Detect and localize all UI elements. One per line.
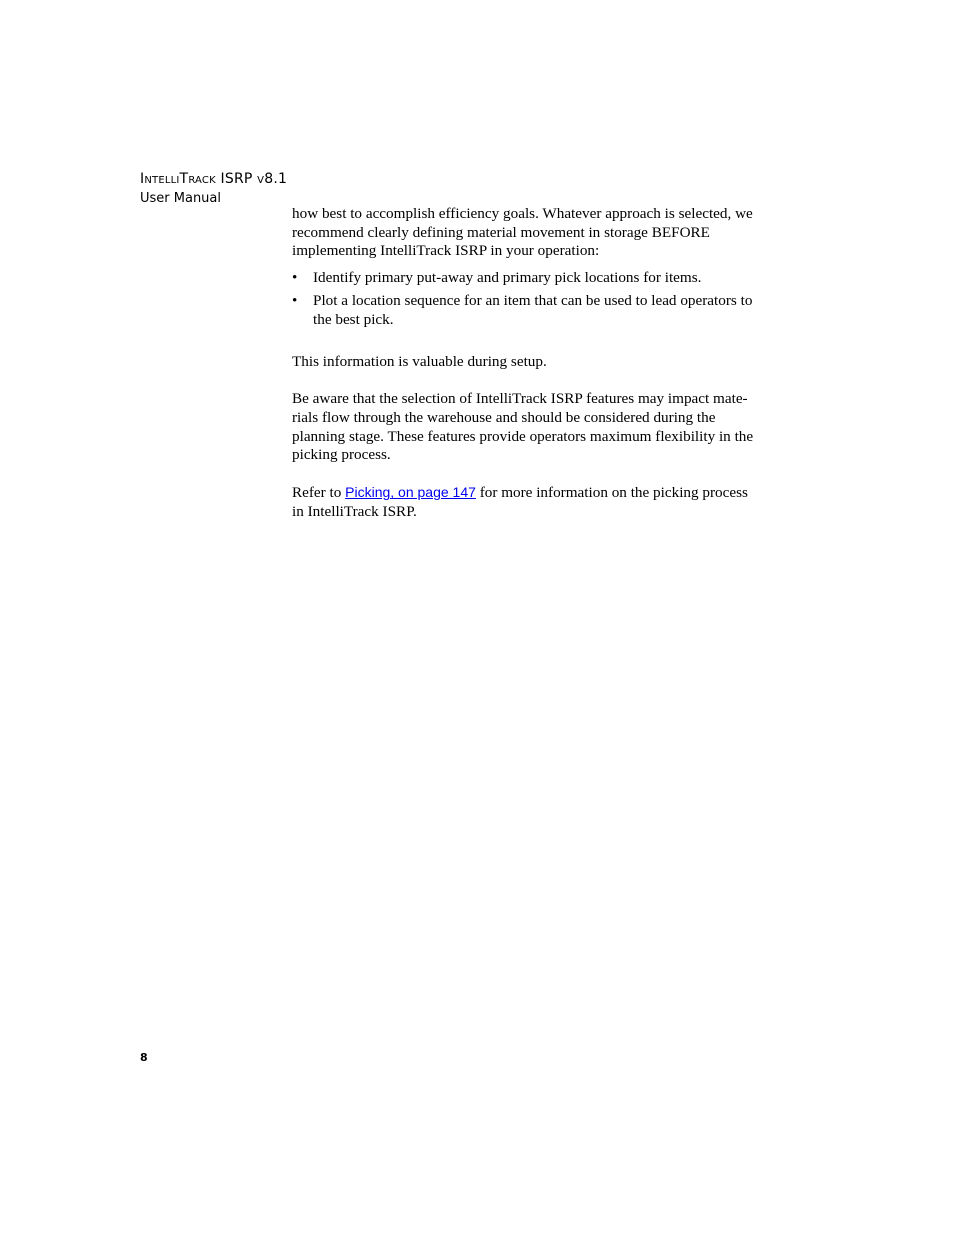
paragraph-refer-picking [292, 483, 762, 521]
paragraph-setup-info: This information is valuable during setup. [292, 353, 547, 371]
header-title-version-number: 8.1 [264, 171, 288, 187]
paragraph-efficiency-goals: how best to accomplish efficiency goals. Whatever approach is selected, we recommend clearly defining material movement in storage BEFORE implementing IntelliTrack ISRP in your operation: [292, 205, 753, 260]
list-item [292, 269, 762, 288]
header-product-title [140, 170, 287, 190]
picking-page-link[interactable]: Picking, on page 147 [345, 484, 476, 501]
header-subtitle: User Manual [140, 191, 222, 206]
refer-text-before: Refer to [292, 484, 346, 502]
bullet-list [292, 269, 762, 330]
refer-text-after: for more information on the picking process in IntelliTrack ISRP. [292, 484, 748, 520]
list-item [292, 292, 762, 329]
page-number: 8 [140, 1051, 148, 1064]
bullet-icon: • [292, 268, 298, 286]
list-item-text: Identify primary put-away and primary pick locations for items. [313, 268, 702, 286]
body-text [292, 205, 762, 522]
header-title-cap-i: I [140, 171, 145, 187]
running-header [140, 170, 287, 207]
list-item-text: Plot a location sequence for an item that can be used to lead operators to the best pick. [313, 292, 753, 328]
spacer [292, 372, 762, 391]
header-title-cap-t: T [179, 171, 189, 187]
header-title-isrp: ISRP [215, 171, 258, 187]
header-title-smallcaps-rack: RACK [188, 175, 216, 186]
header-title-smallcaps-ntelli: NTELLI [144, 175, 180, 186]
bullet-icon: • [292, 292, 298, 310]
spacer [292, 335, 762, 354]
paragraph-features-note: Be aware that the selection of IntelliTrack ISRP features may impact mate-rials flow through the warehouse and should be considered during the planning stage. These features provide operators maximum flexibility in the picking process. [292, 390, 754, 464]
spacer [292, 465, 762, 484]
header-title-version-v: V [257, 175, 265, 186]
